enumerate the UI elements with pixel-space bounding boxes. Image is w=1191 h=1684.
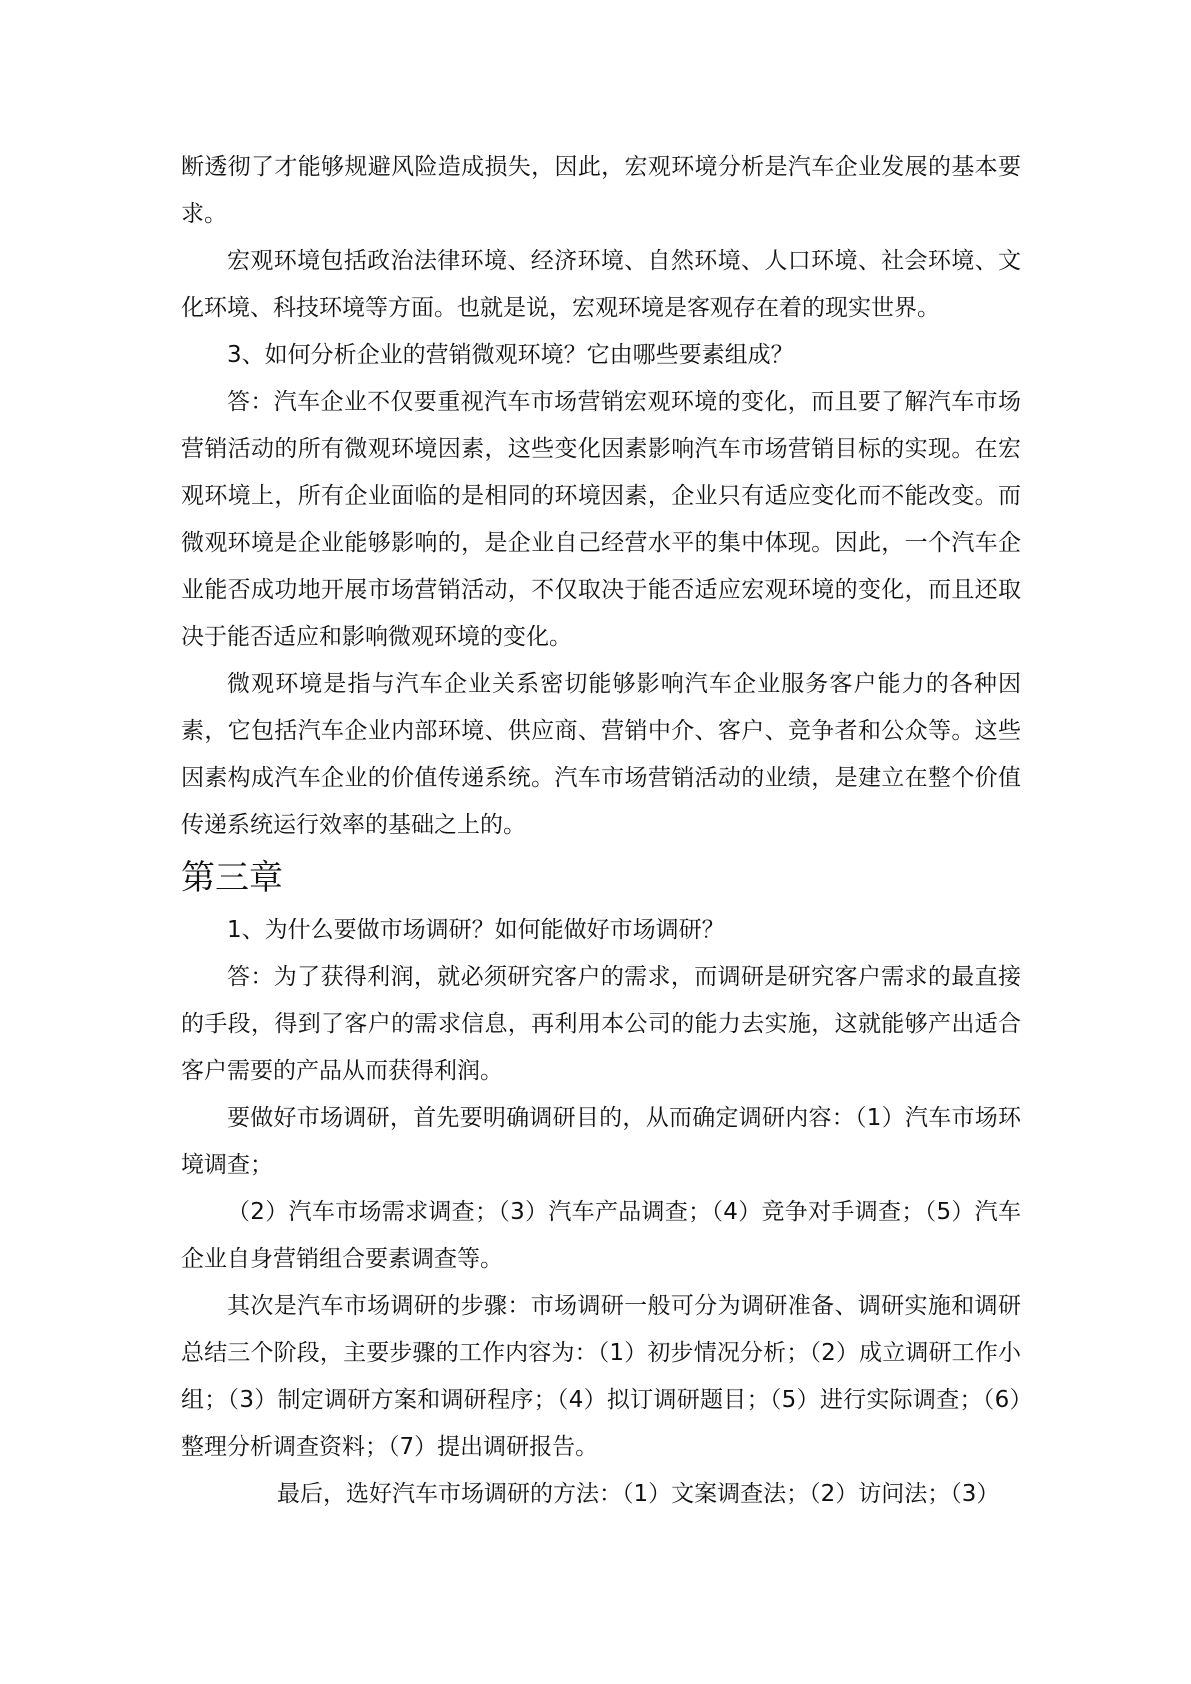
paragraph: 要做好市场调研，首先要明确调研目的，从而确定调研内容：（1）汽车市场环境调查； xyxy=(181,1105,1021,1178)
answer-paragraph: 答：为了获得利润，就必须研究客户的需求，而调研是研究客户需求的最直接的手段，得到了客户的需求信息，再利用本公司的能力去实施，这就能够产出适合客户需要的产品从而获得利润。 xyxy=(181,964,1021,1084)
answer-paragraph: 答：汽车企业不仅要重视汽车市场营销宏观环境的变化，而且要了解汽车市场营销活动的所有微观环境因素，这些变化因素影响汽车市场营销目标的实现。在宏观环境上，所有企业面临的是相同的环境因素，企业只有适应变化而不能改变。而微观环境是企业能够影响的，是企业自己经营水平的集中体现。因此，一个汽车企业能否成功地开展市场营销活动，不仅取决于能否适应宏观环境的变化，而且还取决于能否适应和影响微观环境的变化。 xyxy=(181,389,1021,650)
paragraph: 其次是汽车市场调研的步骤：市场调研一般可分为调研准备、调研实施和调研总结三个阶段，主要步骤的工作内容为：（1）初步情况分析；（2）成立调研工作小组；（3）制定调研方案和调研程序；（4）拟订调研题目；（5）进行实际调查；（6）整理分析调查资料；（7）提出调研报告。 xyxy=(181,1293,1021,1460)
paragraph: 最后，选好汽车市场调研的方法：（1）文案调查法；（2）访问法；（3） xyxy=(277,1481,1000,1507)
paragraph: （2）汽车市场需求调查；（3）汽车产品调查；（4）竞争对手调查；（5）汽车企业自身营销组合要素调查等。 xyxy=(181,1199,1021,1272)
question-heading: 3、如何分析企业的营销微观环境？它由哪些要素组成？ xyxy=(227,342,794,368)
paragraph: 断透彻了才能够规避风险造成损失，因此，宏观环境分析是汽车企业发展的基本要求。 xyxy=(181,154,1021,227)
question-heading: 1、为什么要做市场调研？如何能做好市场调研？ xyxy=(227,917,725,943)
paragraph: 微观环境是指与汽车企业关系密切能够影响汽车企业服务客户能力的各种因素，它包括汽车企业内部环境、供应商、营销中介、客户、竞争者和公众等。这些因素构成汽车企业的价值传递系统。汽车市场营销活动的业绩，是建立在整个价值传递系统运行效率的基础之上的。 xyxy=(181,671,1021,838)
chapter-title: 第三章 xyxy=(181,858,283,898)
paragraph: 宏观环境包括政治法律环境、经济环境、自然环境、人口环境、社会环境、文化环境、科技环境等方面。也就是说，宏观环境是客观存在着的现实世界。 xyxy=(181,248,1021,321)
document-body xyxy=(181,144,1021,1518)
